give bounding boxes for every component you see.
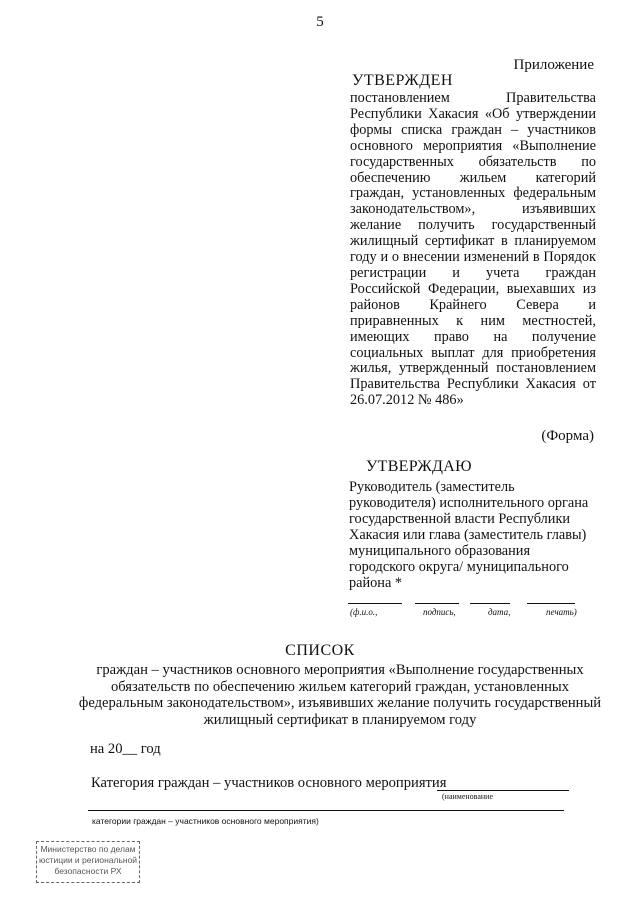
signature-line [415,603,459,604]
date-line [470,603,510,604]
category-underline [437,790,569,791]
approve-text: Руководитель (заместитель руководителя) исполнительного органа государственной власти Республики Хакасия или глава (заместитель главы) муниципального образования городского округа/ муниципального района * [349,479,589,591]
seal-line [527,603,575,604]
fio-line [348,603,402,604]
approved-heading: УТВЕРЖДЕН [352,72,453,89]
category-caption: категории граждан – участников основного мероприятия) [92,816,319,826]
page-number: 5 [316,14,324,30]
approved-text: постановлением Правительства Республики Хакасия «Об утверждении формы списка граждан – участников основного мероприятия «Выполнение государственных обязательств по обеспечению жильем категорий граждан, установленных федеральным законодательством», изъявивших желание получить государственный жилищный сертификат в планируемом году и о внесении изменений в Порядок регистрации и учета граждан Российской Федерации, выехавших из районов Крайнего Севера и приравненных к ним местностей, имеющих право на получение социальных выплат для приобретения жилья, утвержденный постановлением Правительства Республики Хакасия от 26.07.2012 № 486» [350,90,596,409]
stamp-line-2: юстиции и региональной [38,855,138,865]
stamp-line-3: безопасности РХ [54,866,122,876]
seal-caption: печать) [546,607,577,617]
list-description: граждан – участников основного мероприятия «Выполнение государственных обязательств по обеспечению жильем категорий граждан, установленных федеральным законодательством», изъявивших желание получить государственный жилищный сертификат в планируемом году [78,662,602,728]
stamp-line-1: Министерство по делам [40,844,136,854]
list-title: СПИСОК [285,642,355,659]
category-line: Категория граждан – участников основного мероприятия [91,775,447,791]
date-caption: дата, [488,607,511,617]
appendix-label: Приложение [513,57,594,73]
fio-caption: (ф.и.о., [350,607,378,617]
category-full-line [88,810,564,811]
signature-caption: подпись, [423,607,456,617]
registration-stamp [36,841,140,883]
form-label: (Форма) [541,428,594,444]
approve-heading: УТВЕРЖДАЮ [366,458,472,475]
year-line: на 20__ год [90,741,161,757]
name-caption: (наименование [442,792,494,801]
